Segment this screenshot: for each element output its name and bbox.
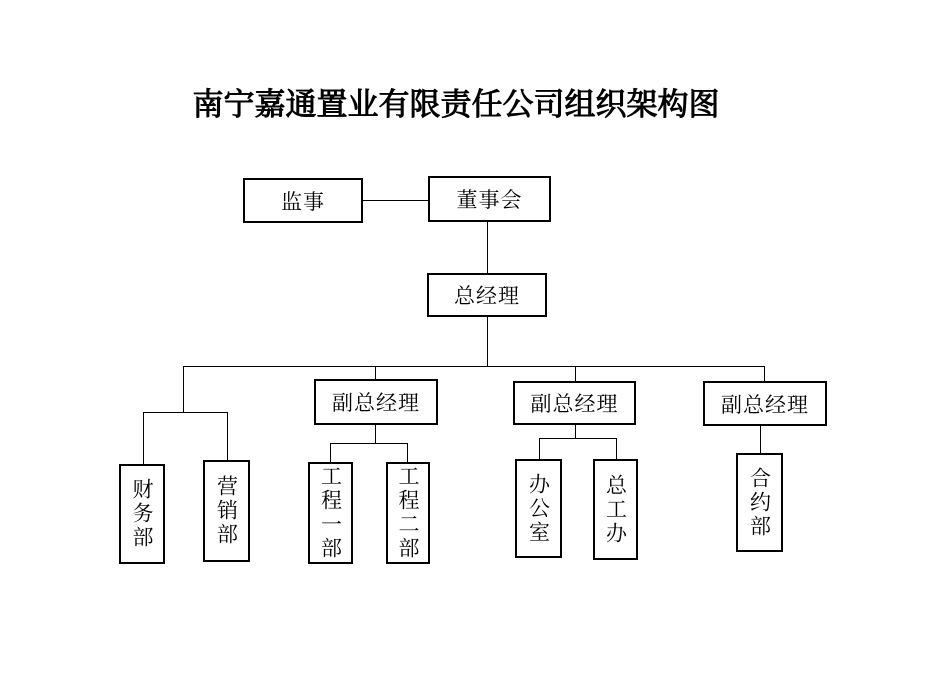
node-contract-dept: 合约部 <box>736 453 783 552</box>
connector-marketing-drop <box>227 412 228 460</box>
page-title: 南宁嘉通置业有限责任公司组织架构图 <box>192 87 720 122</box>
node-deputy-gm-3: 副总经理 <box>703 381 827 426</box>
connector-board-gm <box>487 222 488 273</box>
node-chief-engineer-office: 总工办 <box>593 459 638 560</box>
node-engineering-dept-1: 工程一部 <box>308 462 353 564</box>
connector-rail-deputy3 <box>764 366 765 381</box>
connector-deputy1-rail <box>330 443 408 444</box>
connector-contract-drop <box>760 426 761 453</box>
connector-rail-deputy1 <box>375 366 376 379</box>
connector-office-drop <box>539 438 540 459</box>
node-engineering-dept-2: 工程二部 <box>386 462 430 564</box>
connector-rail-deputy2 <box>575 366 576 381</box>
node-marketing-dept: 营销部 <box>203 460 250 562</box>
connector-eng2-drop <box>407 443 408 462</box>
node-office: 办公室 <box>515 459 562 558</box>
connector-rail-leftgroup <box>183 366 184 412</box>
connector-deputy2-down <box>575 425 576 438</box>
connector-supervisor-board <box>363 200 428 201</box>
connector-eng1-drop <box>330 443 331 462</box>
node-deputy-gm-1: 副总经理 <box>314 379 438 425</box>
connector-deputy1-down <box>375 425 376 443</box>
connector-main-rail <box>183 366 765 367</box>
node-deputy-gm-2: 副总经理 <box>513 381 636 425</box>
connector-deputy2-rail <box>539 438 617 439</box>
connector-chief-drop <box>616 438 617 459</box>
node-board: 董事会 <box>428 176 551 222</box>
node-supervisor: 监事 <box>243 178 363 223</box>
node-finance-dept: 财务部 <box>119 464 165 564</box>
node-general-manager: 总经理 <box>427 273 547 317</box>
connector-gm-rail <box>487 317 488 367</box>
connector-leftgroup-rail <box>143 412 228 413</box>
connector-finance-drop <box>143 412 144 464</box>
